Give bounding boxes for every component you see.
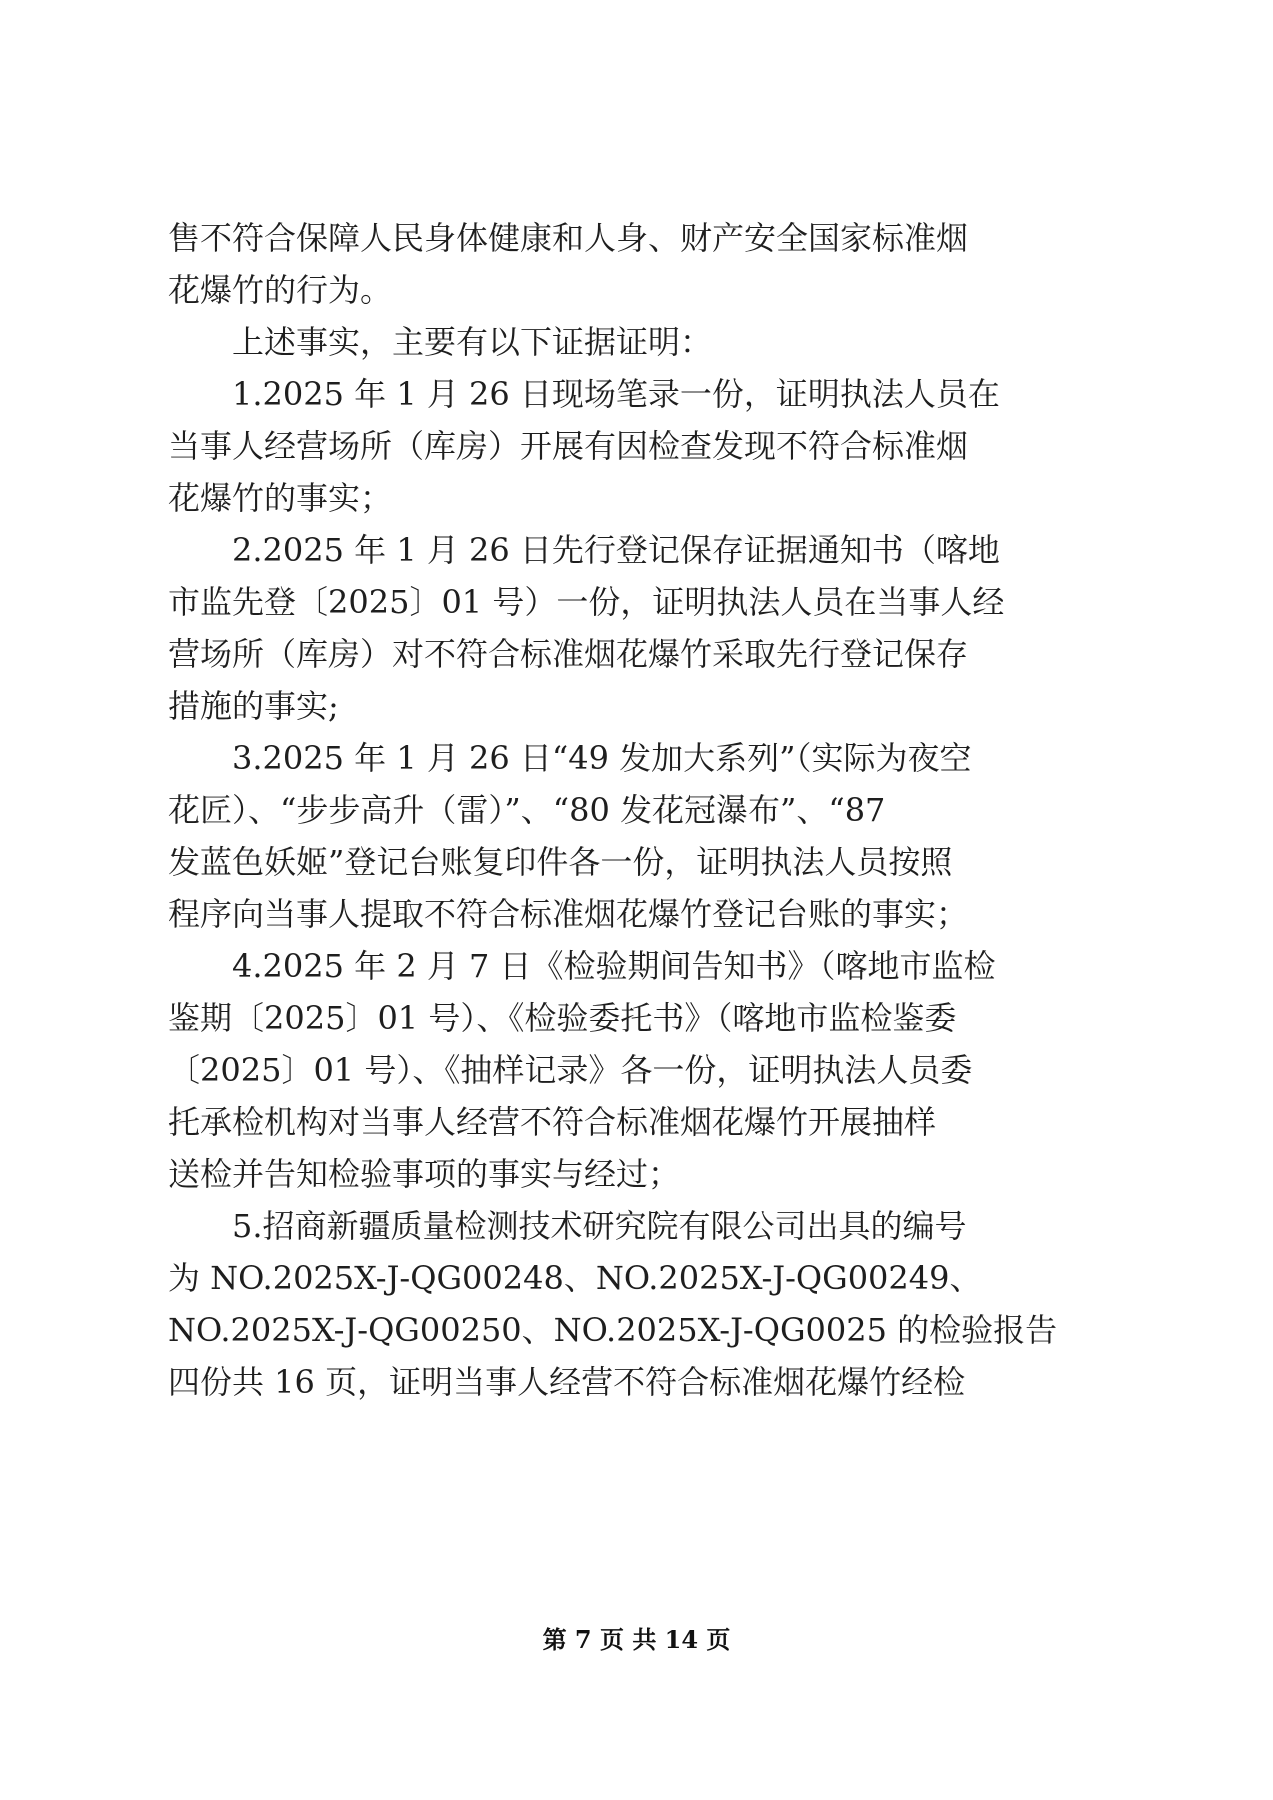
text-line: 当事人经营场所（库房）开展有因检查发现不符合标准烟 [168, 427, 969, 465]
text-line: 售不符合保障人民身体健康和人身、财产安全国家标准烟 [168, 219, 969, 257]
text-line: 营场所（库房）对不符合标准烟花爆竹采取先行登记保存 [168, 635, 969, 673]
text-line: NO.2025X-J-QG00250、NO.2025X-J-QG0025 的检验报告 [168, 1311, 1058, 1349]
text-line: 措施的事实; [168, 687, 339, 725]
page-number-footer: 第 7 页 共 14 页 [542, 1625, 731, 1654]
text-line: 上述事实，主要有以下证据证明： [232, 323, 713, 361]
text-line: 花匠）、“步步高升（雷）”、“80 发花冠瀑布”、“87 [168, 791, 886, 829]
text-line: 托承检机构对当事人经营不符合标准烟花爆竹开展抽样 [168, 1103, 937, 1141]
text-line: 程序向当事人提取不符合标准烟花爆竹登记台账的事实； [168, 895, 969, 933]
text-line: 3.2025 年 1 月 26 日“49 发加大系列”（实际为夜空 [232, 739, 972, 777]
text-line: 送检并告知检验事项的事实与经过； [168, 1155, 681, 1193]
text-line: 2.2025 年 1 月 26 日先行登记保存证据通知书（喀地 [232, 531, 1000, 569]
text-line: 鉴期〔2025〕01 号）、《检验委托书》（喀地市监检鉴委 [168, 999, 957, 1037]
text-line: 花爆竹的事实； [168, 479, 393, 517]
text-line: 发蓝色妖姬”登记台账复印件各一份，证明执法人员按照 [168, 843, 953, 881]
text-line: 5.招商新疆质量检测技术研究院有限公司出具的编号 [232, 1207, 967, 1245]
text-line: 为 NO.2025X-J-QG00248、NO.2025X-J-QG00249、 [168, 1259, 982, 1297]
text-line: 四份共 16 页，证明当事人经营不符合标准烟花爆竹经检 [168, 1363, 966, 1401]
text-line: 市监先登〔2025〕01 号）一份，证明执法人员在当事人经 [168, 583, 1005, 621]
text-line: 1.2025 年 1 月 26 日现场笔录一份，证明执法人员在 [232, 375, 1000, 413]
text-line: 〔2025〕01 号）、《抽样记录》各一份，证明执法人员委 [168, 1051, 973, 1089]
text-line: 4.2025 年 2 月 7 日《检验期间告知书》（喀地市监检 [232, 947, 996, 985]
text-line: 花爆竹的行为。 [168, 271, 393, 309]
